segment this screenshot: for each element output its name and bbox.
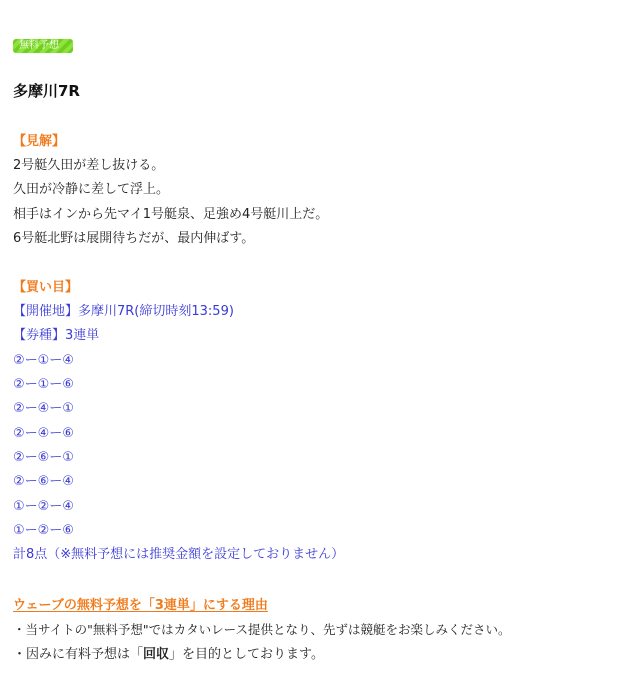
reason-line-2-pre: ・因みに有料予想は「 xyxy=(13,647,144,662)
reason-line-2-post: 」を目的としております。 xyxy=(169,647,324,662)
free-prediction-badge: 無料予想 xyxy=(13,39,73,53)
view-line-4: 6号艇北野は展開待ちだが、最内伸ばす。 xyxy=(13,231,255,246)
reason-line-1: ・当サイトの"無料予想"ではカタいレース提供となり、先ずは競艇をお楽しみください。 xyxy=(13,622,511,637)
reason-line-2 xyxy=(13,646,324,664)
combo-item: ②ー⑥ー① xyxy=(13,450,74,465)
view-line-2: 久田が冷静に差して浮上。 xyxy=(13,182,170,197)
combo-item: ①ー②ー④ xyxy=(13,499,74,514)
combo-item: ②ー④ー① xyxy=(13,401,74,416)
view-line-1: 2号艇久田が差し抜ける。 xyxy=(13,158,165,173)
view-line-3: 相手はインから先マイ1号艇泉、足強め4号艇川上だ。 xyxy=(13,207,329,222)
ticket-type-line: 【券種】3連単 xyxy=(13,328,100,343)
combo-item: ①ー②ー⑥ xyxy=(13,523,74,538)
race-title: 多摩川7R xyxy=(13,82,80,100)
combo-item: ②ー①ー④ xyxy=(13,353,74,368)
reason-title: ウェーブの無料予想を「3連単」にする理由 xyxy=(13,598,268,613)
venue-line: 【開催地】多摩川7R(締切時刻13:59) xyxy=(13,304,234,319)
buy-heading: 【買い目】 xyxy=(13,280,79,295)
view-heading: 【見解】 xyxy=(13,134,66,149)
combo-item: ②ー①ー⑥ xyxy=(13,377,74,392)
combo-item: ②ー⑥ー④ xyxy=(13,474,74,489)
combo-item: ②ー④ー⑥ xyxy=(13,426,74,441)
total-line: 計8点（※無料予想には推奨金額を設定しておりません） xyxy=(13,547,345,562)
reason-line-2-bold: 回収 xyxy=(143,647,170,662)
